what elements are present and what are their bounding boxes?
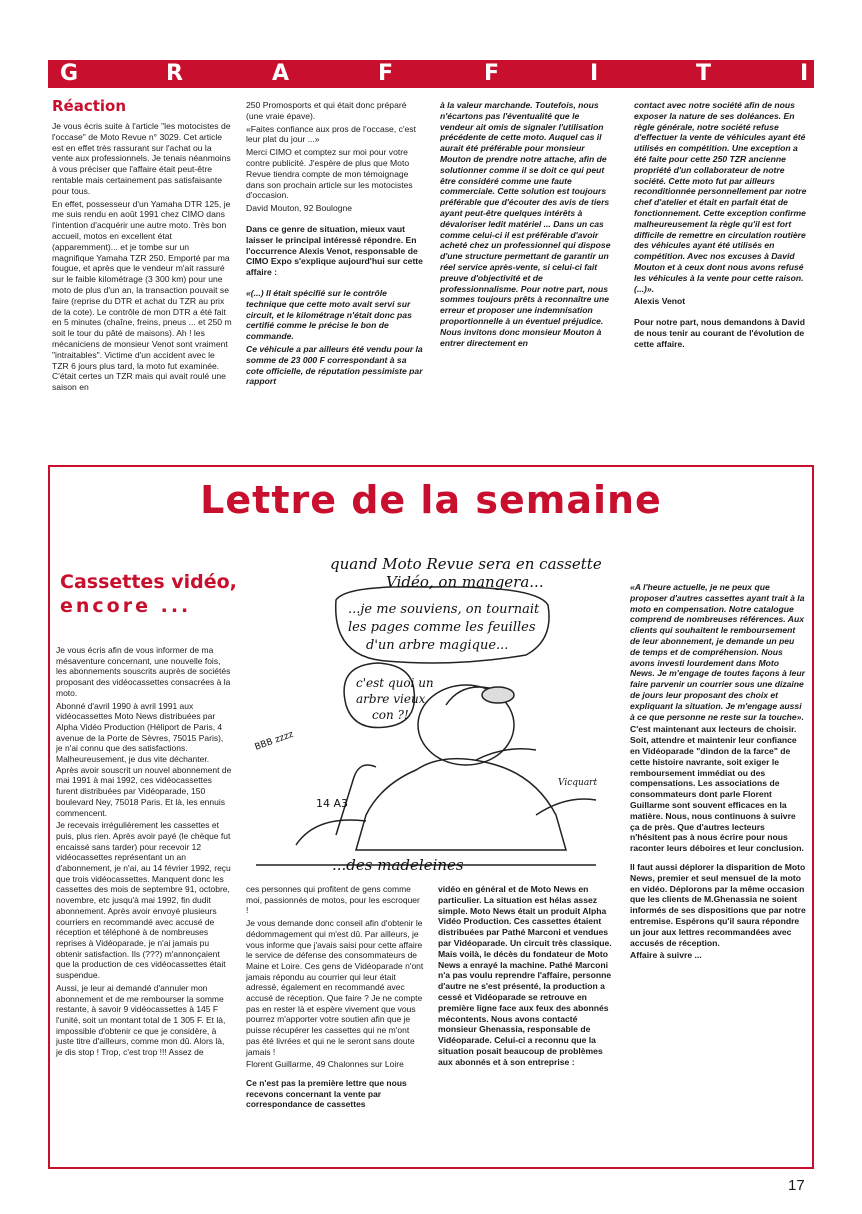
quote: «(...) Il était spécifié sur le contrôle technique que cette moto avait servi sur circuit, et le kilométrage n'était donc pas certifié comme le précise le bon de commande. [246, 287, 412, 342]
paragraph: En effet, possesseur d'un Yamaha DTR 125, je me suis rendu en août 1991 chez CIMO dans l'intention d'acquérir une autre moto. Très bon accueil, motos en excellent état (apparemment)... et je tombe sur un magnifique Yamaha TZR 250. Emporté par ma fougue, et après que le vendeur m'ait rassuré sur le faible kilométrage (3 300 km) pour une moto de plus d'un an, la transaction pouvait se faire (reprise du DTR et achat du TZR au prix de la cote). Le contrôle de mon DTR a été fait en 5 minutes (chaîne, freins, pneus ... et 250 m soit le tour du pâté de maisons). Ah ! les mécaniciens de monsieur Venot sont vraiment "intraitables". Victime d'un accident avec le TZR 6 jours plus tard, la moto fut examinée. C'était certes un TZR mais qui avait roulé une saison en [52, 198, 232, 393]
quote: Ce véhicule a par ailleurs été vendu pour la somme de 23 000 F correspondant à sa cote officielle, de réputation pessimiste par rapport [246, 343, 423, 387]
signature: David Mouton, 92 Boulogne [246, 203, 353, 214]
letter-heading-line: encore ... [60, 595, 192, 617]
cartoon-helmet-text: 14 A3 [316, 797, 349, 810]
paragraph: Je recevais irrégulièrement les cassettes et puis, plus rien. Après avoir payé (le chèque fut encaissé sans tarder) pour recevoir 12 vidéocassettes représentant un an d'abonnement, je n'ai, au 14 février 1992, reçu que trois vidéocassettes. Manquent donc les cassettes des mois de septembre 91, octobre, novembre, etc jusqu'à mai 1992, fin dudit abonnement. Après avoir envoyé plusieurs courriers en recommandé avec accusé de réception et téléphoné à de nombreuses reprises à Vidéoparade, je n'ai jamais pu obtenir satisfaction. Ils (???) m'annonçaient que la production de ces vidéocassettes était suspendue. [56, 820, 231, 981]
banner-letter: F [484, 61, 500, 86]
paragraph: 250 Promosports et qui était donc préparé (une vraie épave). [246, 100, 407, 121]
paragraph: contact avec notre société afin de nous exposer la nature de ses doléances. En règle générale, notre société refuse d'effectuer la vente de véhicules ayant été utilisés en compétition. Une exception a été faite pour cette 250 TZR ancienne propriété d'un collaborateur de notre société. Cette moto fut par ailleurs reconditionnée personnellement par notre chef d'atelier et était en parfait état de fonctionnement. Cette exception confirme malheureusement la règle qu'il est fort difficile de remettre en circulation routière des véhicules ayant été utilisés en compétition. Avec nos excuses à David Mouton et à ceux dont nous avons refusé les véhicules à la vente pour cette raison. (...)». [634, 100, 807, 294]
cartoon-caption-top: Vidéo, on mangera... [386, 573, 544, 591]
paragraph: vidéo en général et de Moto News en particulier. La situation est hélas assez simple. Moto News était un produit Alpha Vidéo Production. Ces cassettes étaient distribuées par Pathé Marconi et vendues par Vidéoparade. Un circuit très classique. Mais voilà, le décès du fondateur de Moto News a enrayé la machine. Pathé Marconi n'a pas voulu reprendre l'affaire, personne d'autre ne s'est présenté, la production a cessé et Vidéoparade se retrouve en première ligne face aux feux des abonnés mécontents. Nous avons contacté monsieur Ghenassia, responsable de Vidéoparade. Celui-ci a reconnu que la situation posait beaucoup de problèmes aux abonnés et à son entreprise : [438, 884, 612, 1067]
paragraph: ces personnes qui profitent de gens comme moi, passionnés de motos, pour les escroquer ! [246, 884, 420, 916]
paragraph: Merci CIMO et comptez sur moi pour votre contre publicité. J'espère de plus que Moto Revue tiendra compte de mon témoignage dans son prochain article sur les motocistes d'occasion. [246, 147, 413, 201]
paragraph: «Faites confiance aux pros de l'occase, c'est leur plat du jour ...» [246, 123, 416, 145]
banner-letter: R [166, 61, 183, 86]
quote: «A l'heure actuelle, je ne peux que proposer d'autres cassettes ayant trait à la moto en compensation. Notre catalogue comprend de nombreuses références. Aux clients qui souhaitent le remboursement de leur abonnement, je demande un peu de temps et de compréhension. Nous avons investi lourdement dans Moto News. Je m'engage de toutes façons à leur faire parvenir un courrier sous une dizaine de jours leur proposant des choix et expliquant la situation. Je m'engage aussi à ce que personne ne reste sur la touche». [630, 582, 805, 722]
editor-reply: Ce n'est pas la première lettre que nous recevons concernant la vente par correspondance de cassettes [246, 1077, 407, 1110]
reaction-column-4 [634, 100, 810, 352]
banner-letter: I [800, 61, 809, 86]
banner-letter: G [60, 61, 79, 86]
paragraph: Pour notre part, nous demandons à David de nous tenir au courant de l'évolution de cette affaire. [634, 317, 805, 349]
cartoon-snore-text: BBB zzzz [253, 729, 295, 753]
paragraph: Je vous écris suite à l'article "les motocistes de l'occase" de Moto Revue n° 3029. Cet article est en effet très rassurant sur l'achat ou la vente aux professionnels. Je tenais néanmoins à vous préciser que l'affaire était peut-être rentable mais certainement pas satisfaisante pour tous. [52, 121, 231, 196]
cartoon-bubble-text: ...je me souviens, on tournait [348, 602, 540, 617]
signature: Alexis Venot [634, 296, 686, 307]
paragraph: Je vous écris afin de vous informer de ma mésaventure concernant, une nouvelle fois, les abonnements souscrits auprès de sociétés proposant des vidéocassettes consacrées à la moto. [56, 645, 231, 698]
letter-heading [60, 570, 237, 618]
cartoon-signature: Vicquart [558, 778, 598, 788]
banner-letter: F [378, 61, 394, 86]
paragraph: Il faut aussi déplorer la disparition de Moto News, premier et seul mensuel de la moto en vidéo. Déplorons par la même occasion que les clients de M.Ghenassia ne soient informés de ses dispositions que par notre entremise. Espérons qu'il saura répondre un jour aux lettres recommandées avec accusés de réception. [630, 861, 806, 948]
reaction-column-1 [52, 121, 232, 395]
reaction-column-2 [246, 100, 424, 389]
banner-letter: A [272, 61, 290, 86]
cartoon-bubble-text: con ?! [372, 708, 409, 722]
cartoon-bubble-text: d'un arbre magique... [366, 638, 509, 653]
page-number: 17 [788, 1177, 805, 1194]
paragraph: Abonné d'avril 1990 à avril 1991 aux vidéocassettes Moto News distribuées par Alpha Vidéo Production (Héliport de Paris, 4 avenue de la Porte de Sèvres, 75015 Paris), je n'ai connu que des satisfactions. Malheureusement, je dus vite déchanter. Après avoir souscrit un nouvel abonnement de mai 1991 à mai 1992, ces vidéocassettes furent distribuées par Vidéoparade, 150 boulevard Ney, 75018 Paris. Et là, les ennuis commencent. [56, 700, 232, 818]
banner-letter: I [590, 61, 599, 86]
editor-intro: Dans ce genre de situation, mieux vaut laisser le principal intéressé répondre. En l'occurrence Alexis Venot, responsable de CIMO Expo s'explique aujourd'hui sur cette affaire : [246, 223, 423, 278]
cartoon-caption-top: quand Moto Revue sera en cassette [330, 555, 602, 573]
letter-column-3 [438, 884, 616, 1070]
paragraph: Je vous demande donc conseil afin d'obtenir le dédommagement qui m'est dû. Par ailleurs, je vous informe que j'avais saisi pour cette affaire le service de défense des consommateurs de Maine et Loire. Ces gens de Vidéoparade n'ont jamais répondu au courrier qui leur était adressé, également en recommandé avec accusé de réception. Que faire ? Je ne compte pas en rester là et espère vivement que vous pourrez m'apporter votre soutien afin que je puisse récupérer les cassettes qui ne m'ont pas été livrées et qui ne le seront sans doute jamais ! [246, 918, 424, 1057]
letter-title: Lettre de la semaine [200, 478, 662, 522]
cartoon-illustration [236, 545, 626, 875]
paragraph: Affaire à suivre ... [630, 950, 702, 961]
paragraph: à la valeur marchande. Toutefois, nous n'écartons pas l'éventualité que le vendeur ait omis de signaler l'utilisation précédente de cette moto. Auquel cas il aurait été préférable pour monsieur Mouton de prendre notre attache, afin de solutionner comme il se doit ce qui peut être considéré comme une faute commerciale. Cette solution est toujours préférable que d'écouter des avis de tiers ayant peut-être quelques intérêts à dévaloriser ledit matériel ... Dans un cas comme celui-ci il est préférable d'avoir acheté chez un professionnel qui dispose d'une structure permettant de garantir un réel service après-vente, si celui-ci fait preuve d'objectivité et de professionnalisme. Pour notre part, nous sommes toujours prêts à reconnaître une erreur et proposer une indemnisation proportionnelle à un éventuel préjudice. Nous invitons donc monsieur Mouton à entrer directement en [440, 100, 611, 348]
signature: Florent Guillarme, 49 Chalonnes sur Loire [246, 1059, 404, 1070]
cartoon-bubble-text: c'est quoi un [356, 676, 434, 690]
cartoon-bubble-text: arbre vieux [356, 692, 426, 706]
section-heading: Réaction [52, 97, 127, 115]
paragraph: C'est maintenant aux lecteurs de choisir. Soit, attendre et maintenir leur confiance en Vidéoparade "dindon de la farce" de cette histoire navrante, soit exiger le remboursement immédiat ou des compensations. Les associations de consommateurs dont parle Florent Guillarme sont souvent efficaces en la matière. Nous, nous continuons à suivre ça de près. Que d'autres lecteurs n'hésitent pas à nous écrire pour nous raconter leurs déboires et leur conclusion. [630, 724, 804, 854]
letter-column-1 [56, 645, 232, 1060]
letter-heading-line: Cassettes vidéo, [60, 571, 237, 593]
banner-letter: T [696, 61, 712, 86]
section-banner [48, 60, 814, 88]
letter-column-2 [246, 884, 424, 1112]
reaction-column-3 [440, 100, 615, 350]
cartoon-caption-bottom: ...des madeleines [332, 856, 464, 874]
letter-column-4 [630, 582, 806, 963]
paragraph: Aussi, je leur ai demandé d'annuler mon abonnement et de me rembourser la somme restante, à savoir 9 vidéocassettes à 145 F l'unité, soit un montant total de 1 305 F. Et là, impossible d'obtenir ce que je considère, à juste titre d'ailleurs, comme mon dû. Alors là, je dis stop ! Trop, c'est trop !!! Assez de [56, 982, 226, 1058]
cartoon-bubble-text: les pages comme les feuilles [348, 620, 536, 635]
